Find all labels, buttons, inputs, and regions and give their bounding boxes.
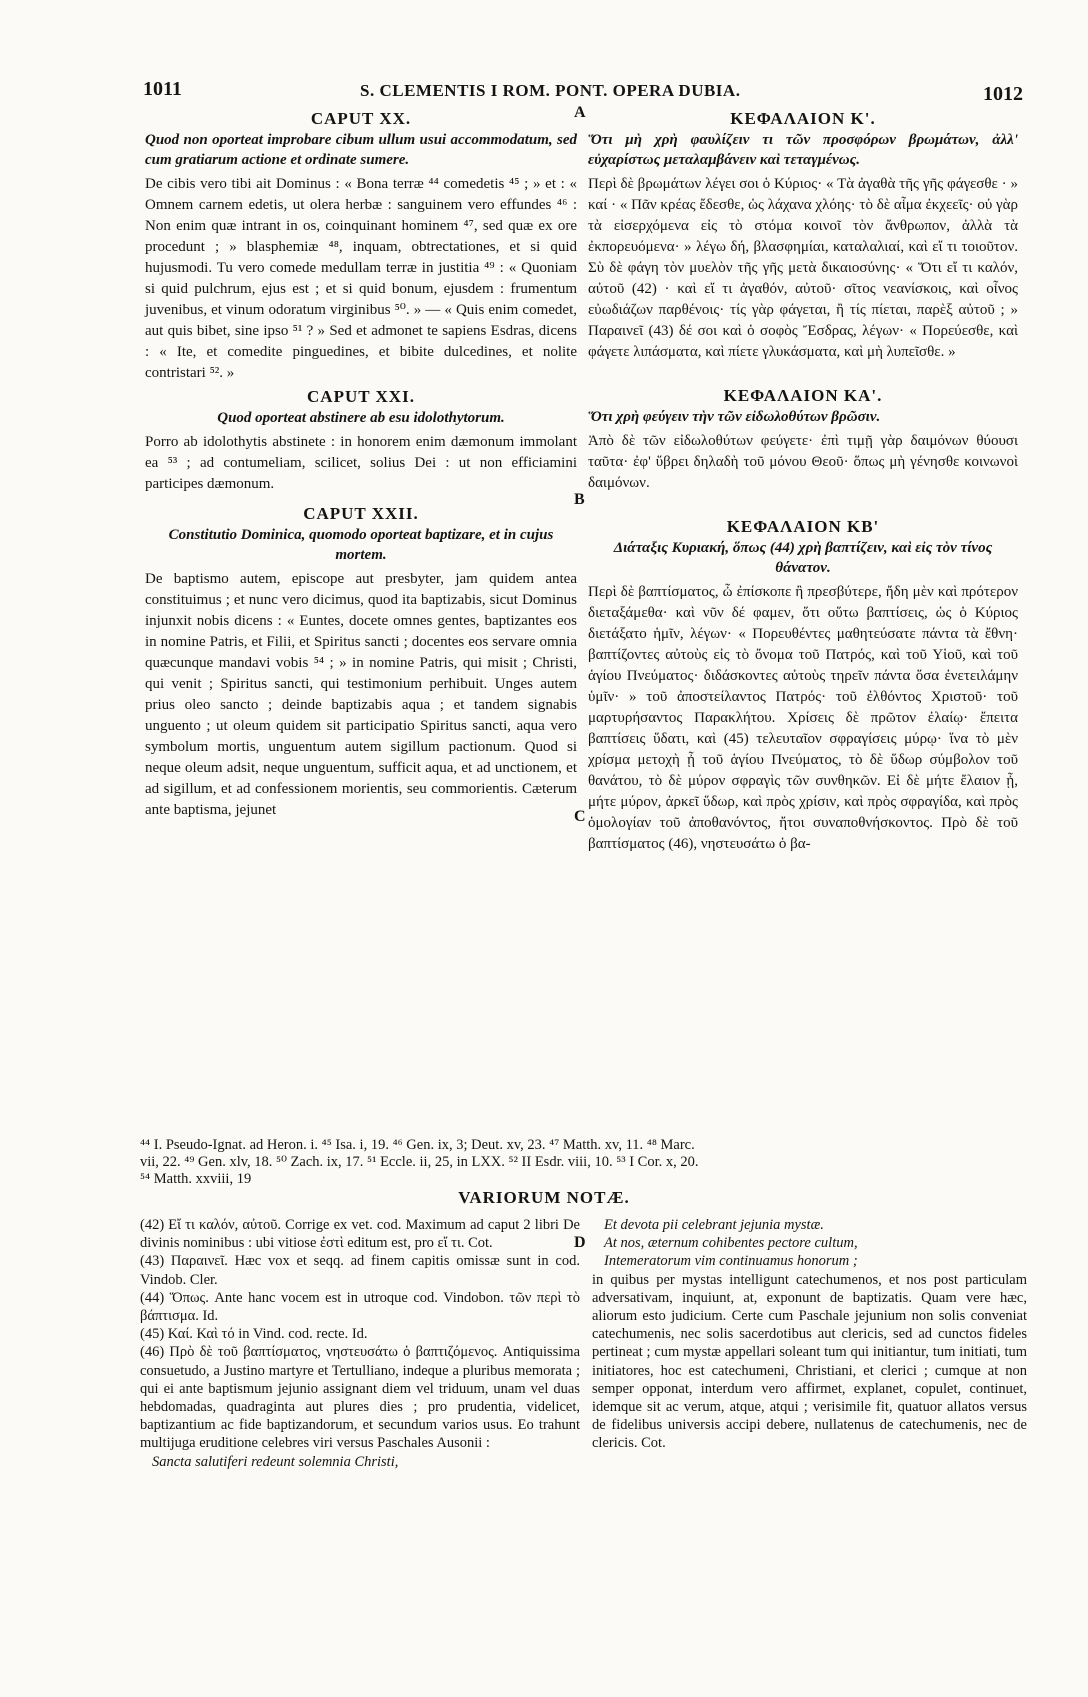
notes-left-column (140, 1216, 580, 1471)
page-number-right: 1012 (983, 83, 1023, 105)
footnote-line: vii, 22. ⁴⁹ Gen. xlv, 18. ⁵⁰ Zach. ix, 17. ⁵¹ Eccle. ii, 25, in LXX. ⁵² II Esdr. viii, 10. ⁵³ I Cor. x, 20. (140, 1154, 699, 1170)
verse-line: At nos, æternum cohibentes pectore cultum, (604, 1235, 858, 1252)
notes-right-column (592, 1216, 1027, 1453)
kefalaion-21-text: Ἀπὸ δὲ τῶν εἰδωλοθύτων φεύγετε· ἐπὶ τιμῇ γὰρ δαιμόνων θύουσι ταῦτα· ἐφ' ὕβρει δηλαδὴ τοῦ μόνου Θεοῦ· ὅπως μὴ γένησθε κοινωνοὶ δαιμόνων. (588, 433, 1018, 491)
kefalaion-21-title: ΚΕΦΑΛΑΙΟΝ ΚΑ'. (723, 386, 883, 405)
kefalaion-20-text: Περὶ δὲ βρωμάτων λέγει σοι ὁ Κύριος· « Τὰ ἀγαθὰ τῆς γῆς φάγεσθε · » καί · « Πᾶν κρέας ἔδεσθε, ὡς λάχανα χλόης· τὸ δὲ αἷμα ἐκχεεῖς· οὐ γὰρ τὰ εἰσερχόμενα εἰς τὸ στόμα κοινοῖ τὸν ἄνθρωπον, ἀλλὰ τὰ ἐκπορευόμενα· » λέγω δή, βλασφημίαι, καταλαλιαί, καὶ εἴ τι τοιοῦτον. Σὺ δὲ φάγη τὸν μυελὸν τῆς γῆς μετὰ δικαιοσύνης· « Ὅτι εἴ τι καλόν, αὐτοῦ (42) · καὶ εἴ τι ἀγαθόν, αὐτοῦ· σῖτος νεανίσκοις, καὶ οἶνος εὐωδιάζων παρθένοις· τίς γὰρ φάγεται, ἢ τίς πίεται, παρὲξ αὐτοῦ ; » Παραινεῖ (43) δέ σοι καὶ ὁ σοφὸς Ἔσδρας, λέγων· « Πορεύεσθε, καὶ φάγετε λιπάσματα, καὶ πίετε γλυκάσματα, καὶ μὴ λυπεῖσθε. » (588, 176, 1018, 360)
caput-22-text: De baptismo autem, episcope aut presbyter, jam quidem antea constituimus ; et nunc vero dicimus, quod ita baptizabis, sicut Dominus injunxit nobis dicens : « Euntes, docete omnes gentes, baptizantes eos in nomine Patris, et Filii, et Spiritus sancti ; docentes eos servare omnia quæcunque mandavi vobis ⁵⁴ ; » in nomine Patris, qui misit ; Christi, qui venit ; Spiritus sancti, qui testimonium perhibuit. Unges autem prius oleo sancto ; deinde baptizabis aqua ; et tandem signabis unguento ; ut oleum quidem sit participatio Spiritus sancti, aqua vero symbolum mortis, unguentum autem sigillum pactionum. Quod si neque oleum adsit, neque unguentum, sufficit aqua, et ad unctionem, et ad sigillum, et ad confessionem morientis, seu commorientis. Cæterum ante baptisma, jejunet (145, 571, 577, 818)
footnote-line: ⁵⁴ Matth. xxviii, 19 (140, 1171, 252, 1187)
latin-column (145, 108, 577, 821)
greek-column (588, 108, 1018, 855)
margin-letter-c: C (574, 808, 586, 825)
caput-22-title: CAPUT XXII. (303, 504, 419, 523)
scripture-footnotes (140, 1137, 1030, 1188)
caput-20-text: De cibis vero tibi ait Dominus : « Bona terræ ⁴⁴ comedetis ⁴⁵ ; » et : « Omnem carnem edetis, ut olera herbæ : sanguinem vero effundes ⁴⁶ : Non enim quæ intrant in os, coinquinant hominem ⁴⁷, sed quæ ex ore procedunt ; » blasphemiæ ⁴⁸, inquam, obtrectationes, et si quid hujusmodi. Tu vero comede medullam terræ in justitia ⁴⁹ : « Quoniam si quid pulchrum, ejus est ; et si quid bonum, ejusdem : frumentum juvenibus, et vinum odoratum virginibus ⁵⁰. » — « Quis enim comedet, aut quis bibet, sine ipso ⁵¹ ? » Sed et admonet te sapiens Esdras, dicens : « Ite, et comedite pinguedines, et bibite dulcedines, et nolite contristari ⁵². » (145, 176, 577, 381)
note-46-continued: in quibus per mystas intelligunt catechumenos, et nos post particulam adversativam, inquiunt, at, exponunt de baptizatis. Quam vere hæc, aliorum esto judicium. Certe cum Paschale jejunium non solis conveniat catechumenis, nec solis sacerdotibus aut clericis, sed ad cunctos fideles pertineat ; cum mystæ appellari soleant tum qui initiantur, tum initiati, tum initiatores, hoc est catechumeni, Christiani, et clerici ; cumque at non semper opponat, interdum vero affirmet, explanet, copulet, continuet, idemque sit ac verum, atque, atqui ; verisimile fit, quatuor allatos versus de fidelibus universis accipi debere, nullatenus de catechumenis, nec de clericis. Cot. (592, 1271, 1027, 1452)
caput-21-summary: Quod oporteat abstinere ab esu idolothytorum. (217, 410, 505, 426)
note-44: (44) Ὅπως. Ante hanc vocem est in utroque cod. Vindobon. τῶν περὶ τὸ βάπτισμα. Id. (140, 1289, 580, 1325)
caput-22-summary: Constitutio Dominica, quomodo oporteat baptizare, et in cujus mortem. (168, 527, 554, 563)
caput-20-summary: Quod non oporteat improbare cibum ullum usui accommodatum, sed cum gratiarum actione et ordinate sumere. (145, 132, 577, 168)
page-number-left: 1011 (143, 78, 182, 100)
kefalaion-22-title: ΚΕΦΑΛΑΙΟΝ ΚΒ' (726, 517, 880, 536)
running-title: S. CLEMENTIS I ROM. PONT. OPERA DUBIA. (360, 81, 741, 100)
caput-21-title: CAPUT XXI. (307, 387, 415, 406)
note-46: (46) Πρὸ δὲ τοῦ βαπτίσματος, νηστευσάτω ὁ βαπτιζόμενος. Antiquissima consuetudo, a Justino martyre et Tertulliano, indeque a pluribus memorata ; qui ei ante baptismum jejunio assignant diem vel triduum, unam vel duas hebdomadas, quadraginta aut plures dies ; pro prudentia, videlicet, baptizantium ac fide baptizandorum, et secundum varios usus. Eo trahunt multijuga eruditione celebres viri versus Paschales Ausonii : (140, 1344, 580, 1452)
margin-letter-d: D (574, 1234, 586, 1251)
footnote-line: ⁴⁴ I. Pseudo-Ignat. ad Heron. i. ⁴⁵ Isa. i, 19. ⁴⁶ Gen. ix, 3; Deut. xv, 23. ⁴⁷ Matth. xv, 11. ⁴⁸ Marc. (140, 1137, 695, 1153)
verse-line: Et devota pii celebrant jejunia mystæ. (604, 1217, 824, 1233)
verse-line: Sancta salutiferi redeunt solemnia Christi, (152, 1453, 399, 1470)
kefalaion-22-text: Περὶ δὲ βαπτίσματος, ὦ ἐπίσκοπε ἢ πρεσβύτερε, ἤδη μὲν καὶ πρότερον διεταξάμεθα· καὶ νῦν δέ φαμεν, ὅτι οὕτω βαπτίσεις, ὡς ὁ Κύριος διετάξατο ἡμῖν, λέγων· « Πορευθέντες μαθητεύσατε πάντα τὰ ἔθνη· βαπτίζοντες αὐτοὺς εἰς τὸ ὄνομα τοῦ Πατρός, καὶ τοῦ Υἱοῦ, καὶ τοῦ ἁγίου Πνεύματος· διδάσκοντες αὐτοὺς τηρεῖν πάντα ὅσα ἐνετειλάμην ὑμῖν· » τοῦ ἀποστείλαντος Πατρός· τοῦ ἐλθόντος Χριστοῦ· τοῦ μαρτυρήσαντος Παρακλήτου. Χρίσεις δὲ πρῶτον ἐλαίῳ· ἔπειτα βαπτίσεις ὕδατι, καὶ (45) τελευταῖον σφραγίσεις μύρῳ· ἵνα τὸ μὲν χρίσμα μετοχὴ ᾖ τοῦ ἁγίου Πνεύματος, τὸ δὲ ὕδωρ σύμβολον τοῦ θανάτου, τὸ δὲ μύρον σφραγὶς τῶν συνθηκῶν. Εἰ δὲ μήτε ἔλαιον ᾖ, μήτε μύρον, ἀρκεῖ ὕδωρ, καὶ πρὸς χρίσιν, καὶ πρὸς σφραγίδα, καὶ πρὸς ὁμολογίαν τοῦ ἀποθανόντος, ἤτοι συναποθνήσκοντος. Πρὸ δὲ τοῦ βαπτίσματος (46), νηστευσάτω ὁ βα- (588, 584, 1018, 852)
caput-20-title: CAPUT XX. (310, 109, 412, 128)
note-45: (45) Καί. Καὶ τό in Vind. cod. recte. Id. (140, 1326, 368, 1343)
notes-heading: VARIORUM NOTÆ. (458, 1188, 630, 1207)
note-43: (43) Παραινεῖ. Hæc vox et seqq. ad finem capitis omissæ sunt in cod. Vindob. Cler. (140, 1253, 580, 1288)
margin-letter-b: B (574, 491, 585, 508)
kefalaion-21-summary: Ὅτι χρὴ φεύγειν τὴν τῶν εἰδωλοθύτων βρῶσιν. (588, 409, 881, 425)
note-42: (42) Εἴ τι καλόν, αὐτοῦ. Corrige ex vet. cod. Maximum ad caput 2 libri De divinis nominibus : ubi vitiose ἐστὶ editum est, pro εἴ τι. Cot. (140, 1217, 580, 1252)
caput-21-text: Porro ab idolothytis abstinete : in honorem enim dæmonum immolant ea ⁵³ ; ad contumeliam, scilicet, solius Dei : ut non efficiamini participes dæmonum. (145, 434, 577, 492)
margin-letter-a: A (574, 104, 586, 121)
kefalaion-20-title: ΚΕΦΑΛΑΙΟΝ Κ'. (730, 109, 876, 128)
verse-line: Intemeratorum vim continuamus honorum ; (604, 1253, 858, 1270)
kefalaion-20-summary: Ὅτι μὴ χρὴ φαυλίζειν τι τῶν προσφόρων βρωμάτων, ἀλλ' εὐχαρίστως μεταλαμβάνειν καὶ τεταγμένως. (588, 132, 1018, 168)
kefalaion-22-summary: Διάταξις Κυριακή, ὅπως (44) χρὴ βαπτίζειν, καὶ εἰς τὸν τίνος θάνατον. (613, 540, 993, 576)
